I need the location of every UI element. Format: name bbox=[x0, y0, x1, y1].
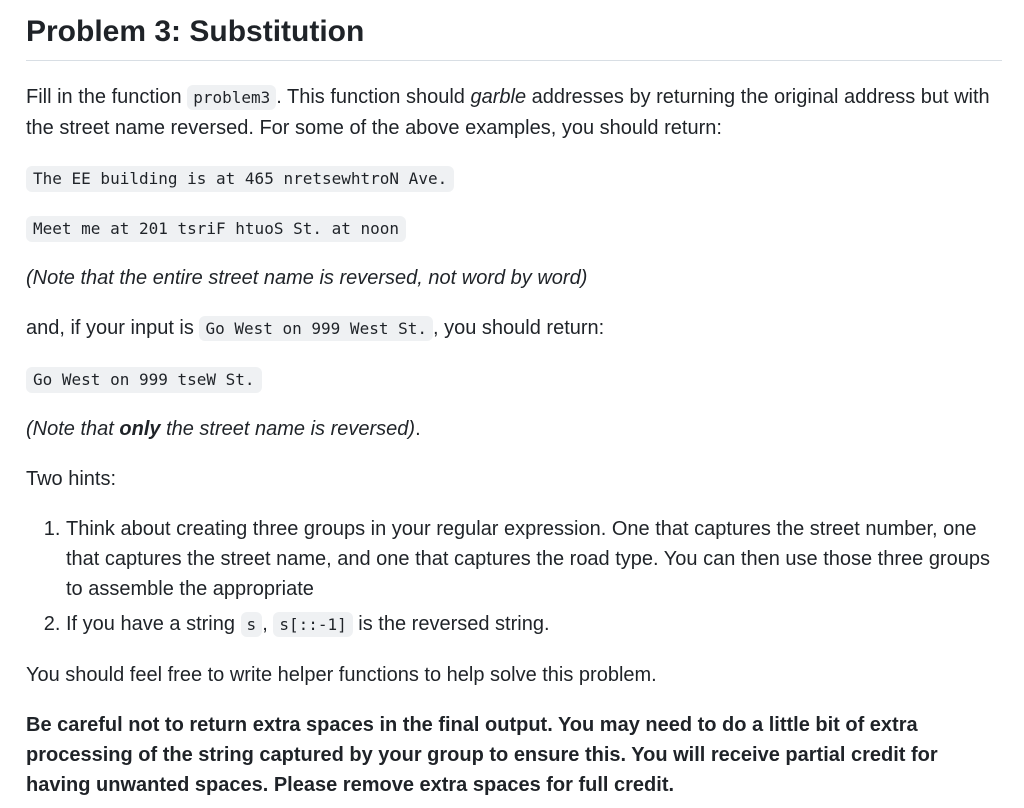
hint2-code-reverse: s[::-1] bbox=[273, 612, 352, 637]
function-name-code: problem3 bbox=[187, 85, 276, 110]
note-entire-street-reversed: (Note that the entire street name is reversed, not word by word) bbox=[26, 267, 588, 289]
hint2-text-1: If you have a string bbox=[66, 613, 241, 635]
note2-period: . bbox=[415, 418, 421, 440]
garble-emphasis: garble bbox=[470, 86, 527, 108]
example-output-1 bbox=[26, 163, 1002, 193]
page-title: Problem 3: Substitution bbox=[26, 0, 1002, 61]
intro-text-2: . This function should bbox=[276, 86, 471, 108]
example-code-1: The EE building is at 465 nretsewhtroN Ave. bbox=[26, 166, 454, 192]
hints-list bbox=[26, 514, 1002, 640]
hint2-text-2: , bbox=[262, 613, 274, 635]
hint-item-1: 1. Think about creating three groups in your regular expression. One that captures the street number, one that captures the street name, and one that captures the road type. You can then use those three groups to assemble the appropriate bbox=[66, 514, 1002, 604]
hints-label: Two hints: bbox=[26, 468, 117, 490]
example-code-2: Meet me at 201 tsriF htuoS St. at noon bbox=[26, 216, 406, 242]
hint-item-2 bbox=[66, 609, 1002, 640]
only-strong: only bbox=[119, 418, 161, 440]
warning-paragraph: Be careful not to return extra spaces in the final output. You may need to do a little bit of extra processing of the string captured by your group to ensure this. You will receive partial credit for having unwanted spaces. Please remove extra spaces for full credit. bbox=[26, 714, 938, 796]
example-code-3: Go West on 999 tseW St. bbox=[26, 367, 262, 393]
hint2-text-3: is the reversed string. bbox=[352, 613, 550, 635]
note2-text-1: (Note that bbox=[26, 418, 120, 440]
input-example-code: Go West on 999 West St. bbox=[199, 316, 433, 341]
input-text-1: and, if your input is bbox=[26, 317, 200, 339]
note2-text-2: the street name is reversed) bbox=[160, 418, 416, 440]
intro-text-3: addresses by returning the original address but with the street name reversed. For some of the above examples, you should return: bbox=[26, 86, 990, 139]
intro-paragraph bbox=[26, 82, 1002, 143]
input-paragraph bbox=[26, 313, 1002, 344]
intro-text-1: Fill in the function bbox=[26, 86, 188, 108]
hint2-code-s: s bbox=[241, 612, 263, 637]
note-only-street-reversed bbox=[26, 414, 1002, 444]
example-output-3 bbox=[26, 364, 1002, 394]
helper-functions-paragraph: You should feel free to write helper functions to help solve this problem. bbox=[26, 664, 657, 686]
example-output-2 bbox=[26, 213, 1002, 243]
input-text-2: , you should return: bbox=[433, 317, 605, 339]
